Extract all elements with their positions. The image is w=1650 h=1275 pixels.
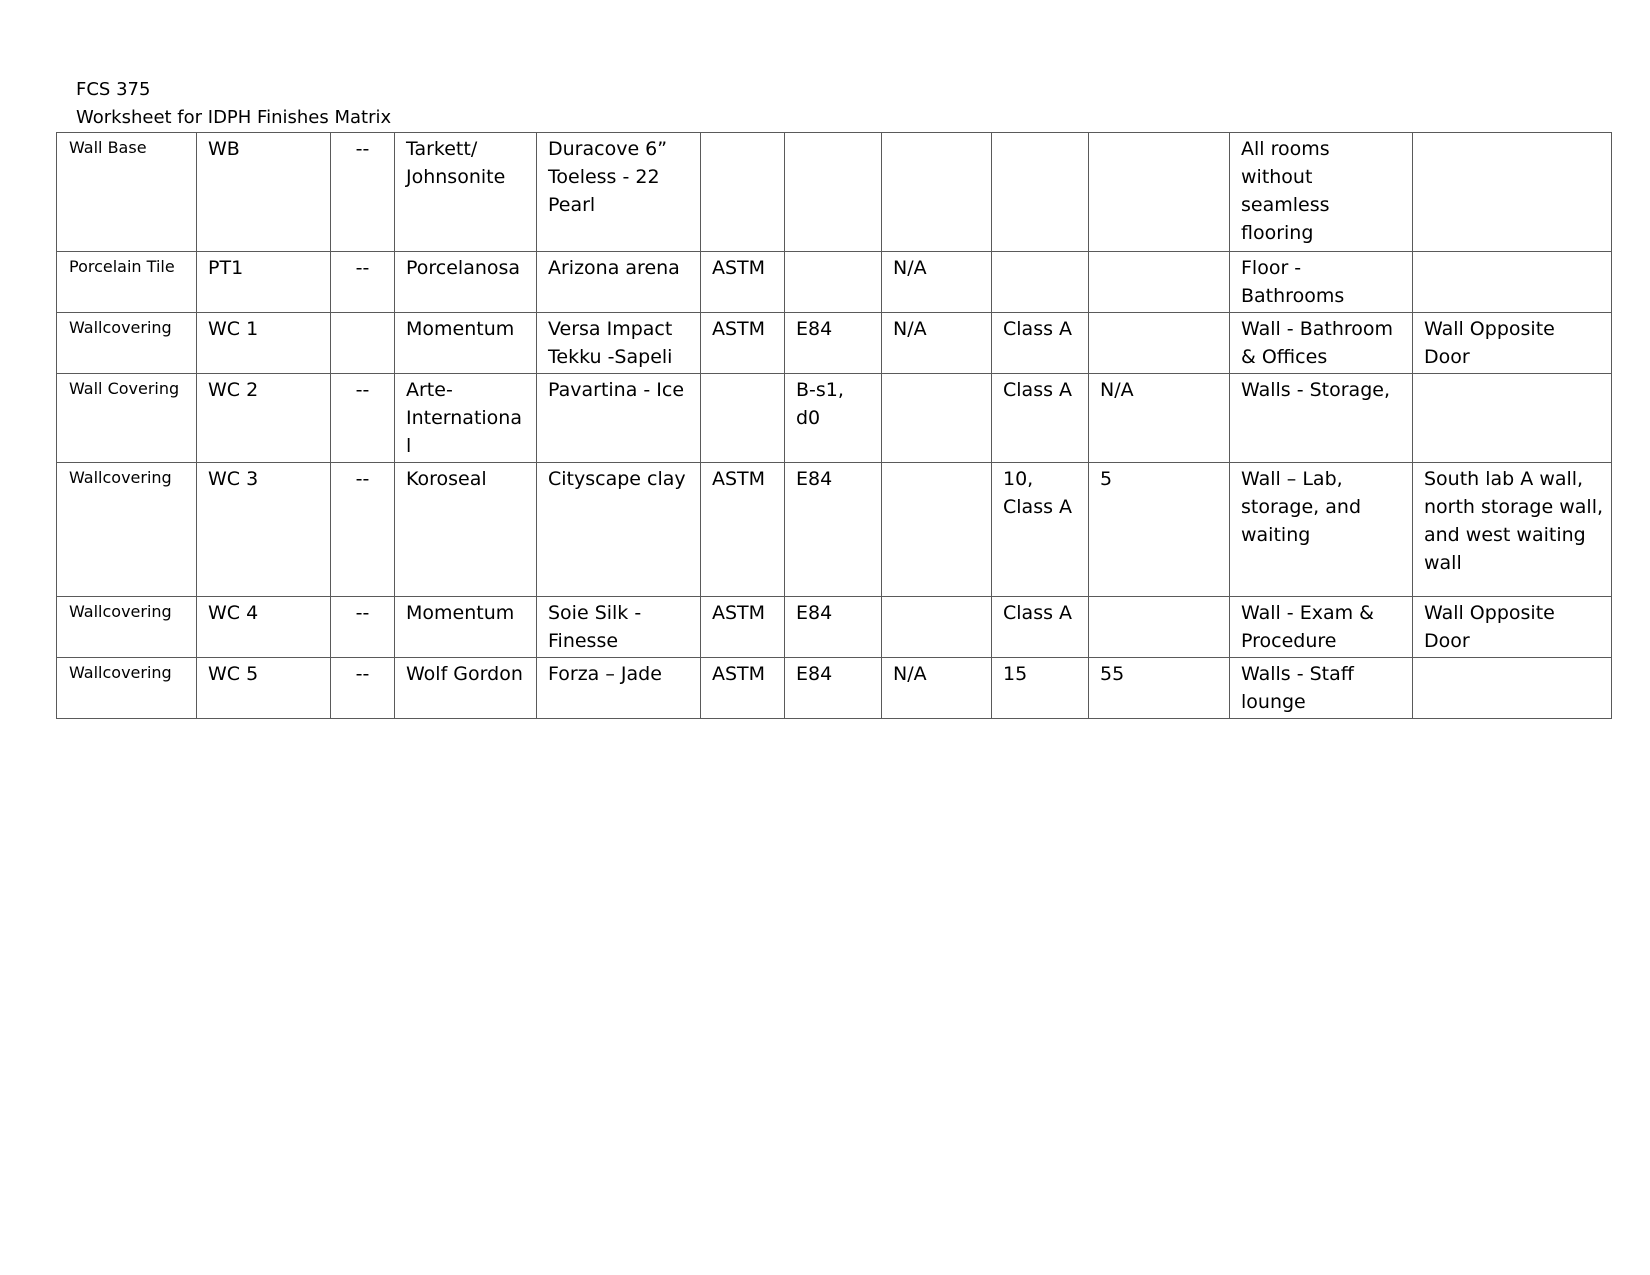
table-cell: Koroseal [395,463,537,597]
table-cell: Wall Covering [57,374,197,463]
table-row [57,252,1612,313]
table-cell: N/A [882,313,992,374]
table-cell: Floor - Bathrooms [1230,252,1413,313]
table-cell: WC 3 [197,463,331,597]
table-row [57,313,1612,374]
table-row [57,658,1612,719]
table-cell: -- [331,252,395,313]
table-row [57,597,1612,658]
table-cell: Momentum [395,313,537,374]
table-cell [882,463,992,597]
table-cell: Walls - Storage, [1230,374,1413,463]
table-cell: Wallcovering [57,313,197,374]
table-cell: Soie Silk - Finesse [537,597,701,658]
table-cell: WB [197,133,331,252]
table-cell: Arte-Internationa l [395,374,537,463]
table-cell: PT1 [197,252,331,313]
table-cell [785,252,882,313]
table-cell: WC 2 [197,374,331,463]
table-cell: 55 [1089,658,1230,719]
table-cell: Duracove 6” Toeless - 22 Pearl [537,133,701,252]
table-cell [1413,252,1612,313]
finishes-matrix-table [56,132,1612,719]
table-cell: ASTM [701,313,785,374]
table-cell [1089,133,1230,252]
table-cell: South lab A wall, north storage wall, and west waiting wall [1413,463,1612,597]
table-cell: Momentum [395,597,537,658]
table-cell: Versa Impact Tekku -Sapeli [537,313,701,374]
table-cell: Wallcovering [57,463,197,597]
table-cell: Wall – Lab, storage, and waiting [1230,463,1413,597]
table-cell: Class A [992,597,1089,658]
table-cell: Arizona arena [537,252,701,313]
course-title: FCS 375 [76,79,151,100]
table-cell: Porcelain Tile [57,252,197,313]
table-row [57,463,1612,597]
worksheet-title: Worksheet for IDPH Finishes Matrix [76,107,392,128]
table-cell: Cityscape clay [537,463,701,597]
table-cell: Class A [992,313,1089,374]
table-cell: Wall - Exam & Procedure [1230,597,1413,658]
table-cell: B-s1, d0 [785,374,882,463]
table-cell [882,133,992,252]
table-cell: E84 [785,313,882,374]
table-cell [1413,374,1612,463]
table-cell: ASTM [701,463,785,597]
table-cell: Tarkett/ Johnsonite [395,133,537,252]
table-cell: Pavartina - Ice [537,374,701,463]
table-cell: WC 1 [197,313,331,374]
matrix-body [57,133,1612,719]
table-row [57,374,1612,463]
table-cell: -- [331,374,395,463]
table-cell: ASTM [701,252,785,313]
table-cell [1413,658,1612,719]
table-cell [701,374,785,463]
table-row [57,133,1612,252]
table-cell: Wallcovering [57,597,197,658]
table-cell: Wallcovering [57,658,197,719]
table-cell: E84 [785,597,882,658]
table-cell [882,374,992,463]
table-cell: Forza – Jade [537,658,701,719]
table-cell [785,133,882,252]
table-cell: 5 [1089,463,1230,597]
table-cell [992,252,1089,313]
table-cell: -- [331,658,395,719]
table-cell [331,313,395,374]
table-cell: Wall - Bathroom & Offices [1230,313,1413,374]
table-cell: Walls - Staff lounge [1230,658,1413,719]
table-cell: WC 5 [197,658,331,719]
table-cell: All rooms without seamless flooring [1230,133,1413,252]
table-cell: Wall Opposite Door [1413,313,1612,374]
table-cell: Porcelanosa [395,252,537,313]
table-cell: Class A [992,374,1089,463]
table-cell [1089,313,1230,374]
table-cell [992,133,1089,252]
table-cell [1089,597,1230,658]
table-cell [1089,252,1230,313]
table-cell: -- [331,597,395,658]
table-cell: N/A [882,658,992,719]
table-cell: E84 [785,463,882,597]
table-cell: ASTM [701,597,785,658]
table-cell: ASTM [701,658,785,719]
table-cell [701,133,785,252]
table-cell: WC 4 [197,597,331,658]
table-cell: N/A [882,252,992,313]
table-cell: -- [331,463,395,597]
document-heading [76,76,391,132]
table-cell [1413,133,1612,252]
table-cell: E84 [785,658,882,719]
table-cell: 10, Class A [992,463,1089,597]
table-cell: N/A [1089,374,1230,463]
table-cell: -- [331,133,395,252]
table-cell: 15 [992,658,1089,719]
table-cell: Wall Base [57,133,197,252]
table-cell: Wolf Gordon [395,658,537,719]
table-cell: Wall Opposite Door [1413,597,1612,658]
table-cell [882,597,992,658]
